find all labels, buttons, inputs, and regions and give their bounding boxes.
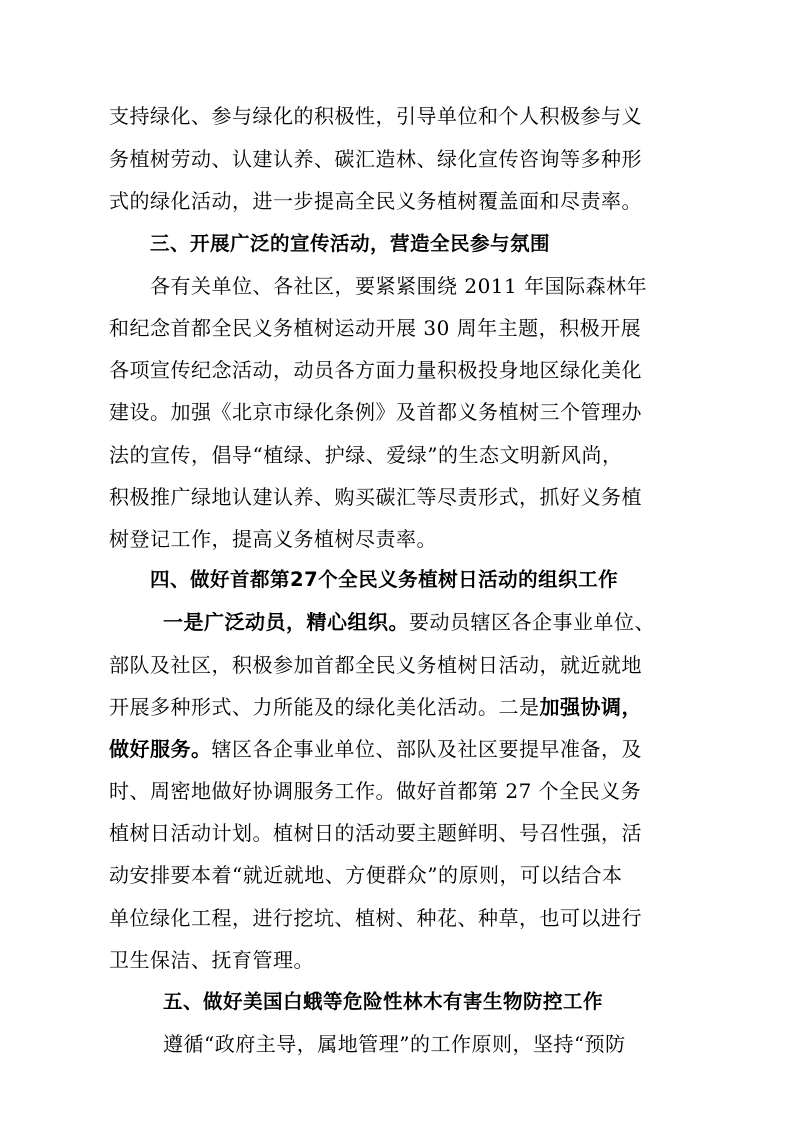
section-heading-4: 四、做好首都第27个全民义务植树日活动的组织工作	[150, 568, 619, 591]
body-text-line: 树登记工作，提高义务植树尽责率。	[109, 527, 437, 551]
bold-phrase: 一是广泛动员，精心组织。	[163, 610, 409, 634]
text-run: 要动员辖区各企事业单位、	[409, 610, 655, 634]
body-text-line: 法的宣传，倡导“植绿、护绿、爱绿”的生态文明新风尚，	[109, 443, 623, 467]
body-text-line	[109, 694, 794, 720]
body-text-line: 建设。加强《北京市绿化条例》及首都义务植树三个管理办	[109, 400, 642, 424]
bold-phrase: 加强协调，	[539, 695, 642, 719]
section-heading-3: 三、开展广泛的宣传活动，营造全民参与氛围	[150, 232, 551, 255]
body-text-line: 各有关单位、各社区，要紧紧围绕 2011 年国际森林年	[150, 274, 648, 298]
body-text-line	[109, 736, 794, 762]
body-text-line: 支持绿化、参与绿化的积极性，引导单位和个人积极参与义	[109, 104, 642, 128]
body-text-line: 卫生保洁、抚育管理。	[109, 948, 314, 972]
text-run: 开展多种形式、力所能及的绿化美化活动。二是	[109, 695, 540, 719]
body-text-line: 各项宣传纪念活动，动员各方面力量积极投身地区绿化美化	[109, 358, 642, 382]
body-text-line: 动安排要本着“就近就地、方便群众”的原则，可以结合本	[109, 863, 623, 887]
body-text-line: 植树日活动计划。植树日的活动要主题鲜明、号召性强，活	[109, 821, 642, 845]
body-text-line: 务植树劳动、认建认养、碳汇造林、绿化宣传咨询等多种形	[109, 147, 642, 171]
body-text-line: 时、周密地做好协调服务工作。做好首都第 27 个全民义务	[109, 779, 642, 803]
bold-phrase: 做好服务。	[109, 737, 212, 761]
body-text-line: 式的绿化活动，进一步提高全民义务植树覆盖面和尽责率。	[109, 189, 642, 213]
body-text-line	[163, 609, 794, 635]
body-text-line: 部队及社区，积极参加首都全民义务植树日活动，就近就地	[109, 653, 642, 677]
text-run: 辖区各企事业单位、部队及社区要提早准备，及	[211, 737, 642, 761]
body-text-line: 单位绿化工程，进行挖坑、植树、种花、种草，也可以进行	[109, 906, 642, 930]
body-text-line: 积极推广绿地认建认养、购买碳汇等尽责形式，抓好义务植	[109, 485, 642, 509]
body-text-line: 遵循“政府主导，属地管理”的工作原则，坚持“预防	[163, 1032, 626, 1056]
section-heading-5: 五、做好美国白蛾等危险性林木有害生物防控工作	[163, 990, 604, 1013]
body-text-line: 和纪念首都全民义务植树运动开展 30 周年主题，积极开展	[109, 316, 642, 340]
